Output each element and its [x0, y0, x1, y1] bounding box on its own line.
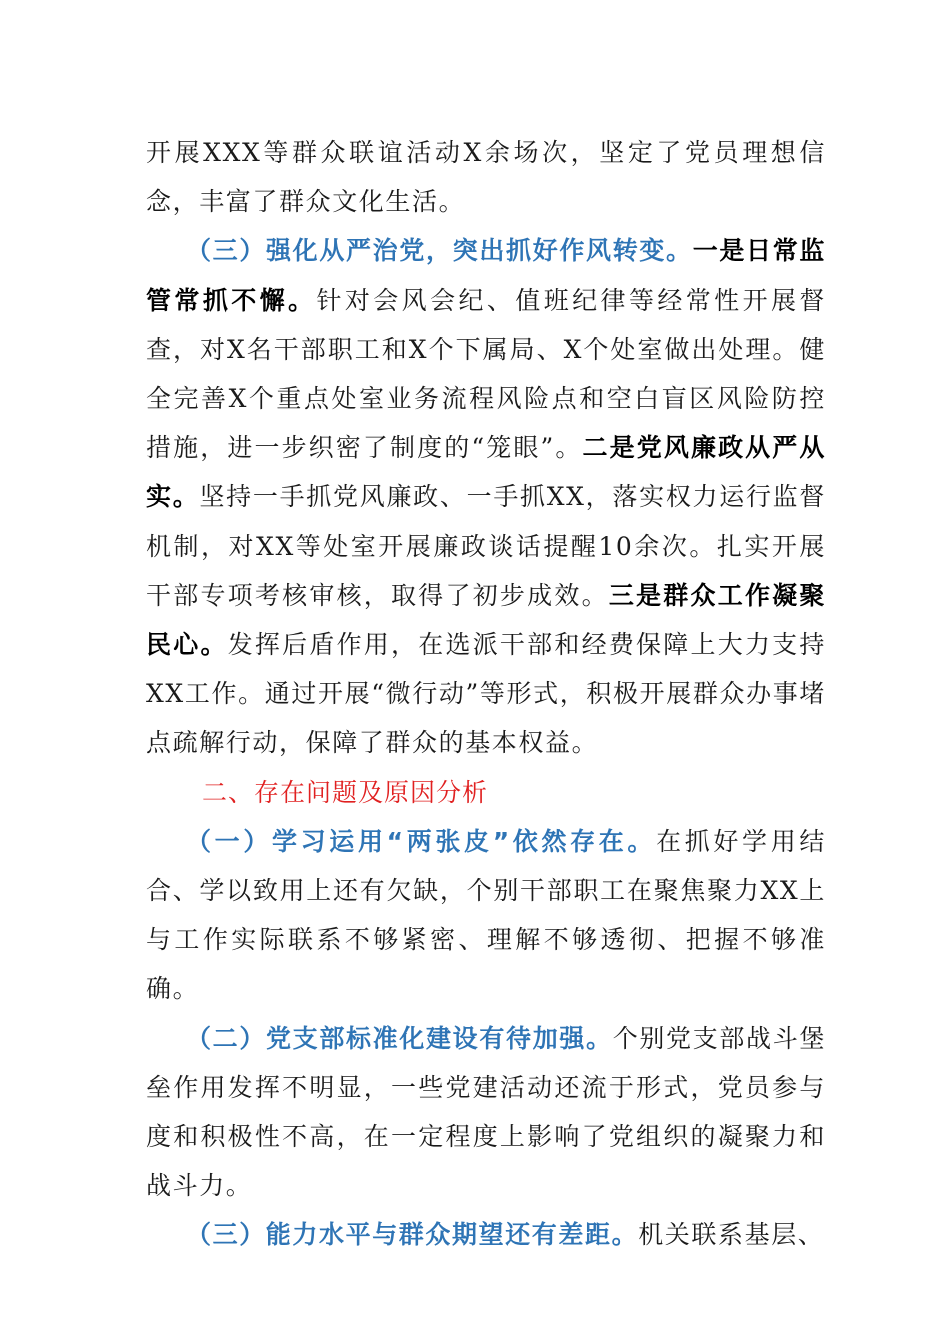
paragraph-text: 开展XXX等群众联谊活动X余场次，坚定了党员理想信念，丰富了群众文化生活。	[146, 138, 826, 217]
paragraph-issue-3	[146, 1210, 826, 1259]
paragraph-text: 在抓好学用结合、学以致用上还有欠缺，个别干部职工在聚焦聚力XX上与工作实际联系不够紧密、理解不够透彻、把握不够准确。	[146, 826, 826, 1004]
subsection-title: （二）党支部标准化建设有待加强。	[186, 1023, 613, 1053]
paragraph-continuation	[146, 128, 826, 226]
subsection-title: （一）学习运用“两张皮”依然存在。	[186, 826, 657, 856]
point-text: 发挥后盾作用，在选派干部和经费保障上大力支持XX工作。通过开展“微行动”等形式，积极开展群众办事堵点疏解行动，保障了群众的基本权益。	[146, 630, 827, 758]
paragraph-issue-2	[146, 1014, 826, 1211]
point-text: 坚持一手抓党风廉政、一手抓XX，落实权力运行监督机制，对XX等处室开展廉政谈话提醒10余次。扎实开展干部专项考核审核，取得了初步成效。	[146, 482, 826, 610]
paragraph-party-discipline	[146, 226, 826, 767]
point-title: 三是群众工作凝聚民心。	[146, 580, 826, 660]
point-text: 针对会风会纪、值班纪律等经常性开展督查，对X名干部职工和X个下属局、X个处室做出处理。健全完善X个重点处室业务流程风险点和空白盲区风险防控措施，进一步织密了制度的“笼眼”。	[146, 285, 826, 463]
point-title: 一是日常监管常抓不懈。	[146, 236, 826, 315]
subsection-title: （三）强化从严治党，突出抓好作风转变。	[186, 236, 693, 266]
paragraph-issue-1	[146, 817, 826, 1014]
paragraph-text: 个别党支部战斗堡垒作用发挥不明显，一些党建活动还流于形式，党员参与度和积极性不高，在一定程度上影响了党组织的凝聚力和战斗力。	[146, 1023, 826, 1201]
document-page	[146, 128, 826, 1260]
section-heading: 二、存在问题及原因分析	[202, 777, 489, 807]
paragraph-text: 机关联系基层、	[638, 1220, 825, 1250]
point-title: 二是党风廉政从严从实。	[146, 433, 827, 512]
subsection-title: （三）能力水平与群众期望还有差距。	[186, 1220, 639, 1250]
